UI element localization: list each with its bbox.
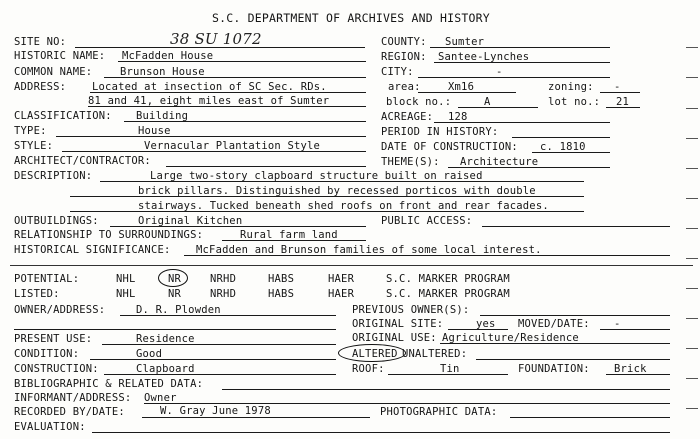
historic-name-value: McFadden House (122, 50, 214, 62)
city-underline (418, 77, 610, 78)
condition-underline (90, 359, 336, 360)
potential-nrhd: NRHD (210, 273, 237, 285)
potential-marker: S.C. MARKER PROGRAM (386, 273, 510, 285)
edge-mark (686, 258, 698, 259)
edge-mark (686, 228, 698, 229)
original-site-value: yes (476, 318, 496, 330)
region-value: Santee-Lynches (438, 51, 530, 63)
recorded-value: W. Gray June 1978 (160, 405, 271, 417)
area-label: area: (388, 81, 421, 93)
section-divider (10, 265, 693, 266)
listed-label: LISTED: (14, 288, 60, 300)
type-value: House (138, 125, 171, 137)
description-line-2: brick pillars. Distinguished by recessed porticos with double (138, 185, 536, 197)
informant-label: INFORMANT/ADDRESS: (14, 392, 132, 404)
listed-nrhd: NRHD (210, 288, 237, 300)
style-value: Vernacular Plantation Style (144, 140, 321, 152)
public-access-underline (482, 226, 670, 227)
edge-mark (686, 408, 698, 409)
description-label: DESCRIPTION: (14, 170, 93, 182)
potential-haer: HAER (328, 273, 355, 285)
owner-label: OWNER/ADDRESS: (14, 304, 106, 316)
listed-haer: HAER (328, 288, 355, 300)
potential-label: POTENTIAL: (14, 273, 80, 285)
edge-mark (686, 318, 698, 319)
address-line-1: Located at insection of SC Sec. RDs. (92, 81, 327, 93)
edge-mark (686, 348, 698, 349)
acreage-label: ACREAGE: (381, 111, 434, 123)
edge-mark (686, 138, 698, 139)
site-no-value: 38 SU 1072 (170, 30, 262, 48)
themes-label: THEME(S): (381, 156, 440, 168)
address-line-2: 81 and 41, eight miles east of Sumter (88, 95, 330, 107)
outbuildings-label: OUTBUILDINGS: (14, 215, 99, 227)
foundation-label: FOUNDATION: (518, 363, 590, 375)
architect-label: ARCHITECT/CONTRACTOR: (14, 155, 151, 167)
date-construction-label: DATE OF CONSTRUCTION: (381, 141, 518, 153)
listed-habs: HABS (268, 288, 295, 300)
condition-label: CONDITION: (14, 348, 80, 360)
bibliographic-label: BIBLIOGRAPHIC & RELATED DATA: (14, 378, 204, 390)
altered-label: ALTERED (352, 348, 398, 360)
bibliographic-underline (222, 389, 670, 390)
relationship-value: Rural farm land (240, 229, 338, 241)
previous-owner-label: PREVIOUS OWNER(S): (352, 304, 470, 316)
moved-date-underline (600, 329, 670, 330)
listed-nr: NR (168, 288, 182, 300)
edge-mark (686, 47, 698, 48)
photographic-label: PHOTOGRAPHIC DATA: (380, 406, 498, 418)
original-site-label: ORIGINAL SITE: (352, 318, 444, 330)
roof-value: Tin (440, 363, 460, 375)
form-title: S.C. DEPARTMENT OF ARCHIVES AND HISTORY (212, 11, 490, 25)
type-underline (56, 136, 366, 137)
edge-mark (686, 77, 698, 78)
area-value: Xm16 (448, 81, 475, 93)
recorded-label: RECORDED BY/DATE: (14, 406, 125, 418)
owner-underline-2 (14, 329, 336, 330)
construction-label: CONSTRUCTION: (14, 363, 99, 375)
lot-label: lot no.: (548, 96, 601, 108)
style-label: STYLE: (14, 140, 54, 152)
zoning-label: zoning: (548, 81, 594, 93)
classification-value: Building (136, 110, 189, 122)
listed-nhl: NHL (116, 288, 136, 300)
present-use-value: Residence (136, 333, 195, 345)
address-label: ADDRESS: (14, 81, 67, 93)
county-value: Sumter (445, 36, 485, 48)
condition-value: Good (136, 348, 163, 360)
informant-value: Owner (144, 392, 177, 404)
recorded-underline (142, 417, 370, 418)
foundation-value: Brick (614, 363, 647, 375)
relationship-label: RELATIONSHIP TO SURROUNDINGS: (14, 229, 204, 241)
evaluation-label: EVALUATION: (14, 421, 86, 433)
city-label: CITY: (381, 66, 414, 78)
original-use-label: ORIGINAL USE: (352, 332, 437, 344)
potential-habs: HABS (268, 273, 295, 285)
construction-value: Clapboard (136, 363, 195, 375)
architect-underline (166, 166, 366, 167)
moved-date-value: - (614, 318, 621, 330)
outbuildings-value: Original Kitchen (138, 215, 243, 227)
edge-mark (686, 168, 698, 169)
photographic-underline (510, 417, 670, 418)
zoning-value: - (614, 81, 621, 93)
unaltered-underline (476, 359, 670, 360)
type-label: TYPE: (14, 125, 47, 137)
potential-nhl: NHL (116, 273, 136, 285)
period-label: PERIOD IN HISTORY: (381, 126, 499, 138)
altered-circle (338, 344, 406, 362)
period-underline (512, 137, 610, 138)
county-label: COUNTY: (381, 36, 427, 48)
evaluation-underline (92, 432, 670, 433)
historical-significance-label: HISTORICAL SIGNIFICANCE: (14, 244, 171, 256)
acreage-value: 128 (448, 111, 468, 123)
city-value: - (496, 66, 503, 78)
listed-marker: S.C. MARKER PROGRAM (386, 288, 510, 300)
site-no-label: SITE NO: (14, 36, 67, 48)
owner-value: D. R. Plowden (136, 304, 221, 316)
description-line-3: stairways. Tucked beneath shed roofs on front and rear facades. (138, 200, 549, 212)
historic-name-label: HISTORIC NAME: (14, 50, 106, 62)
block-underline (458, 107, 538, 108)
edge-mark (686, 198, 698, 199)
unaltered-label: UNALTERED: (402, 348, 468, 360)
potential-nr: NR (168, 273, 182, 285)
original-use-value: Agriculture/Residence (442, 332, 579, 344)
historical-significance-value: McFadden and Brunson families of some local interest. (196, 244, 542, 256)
block-label: block no.: (386, 96, 452, 108)
block-value: A (484, 96, 491, 108)
previous-owner-underline (480, 315, 670, 316)
edge-mark (686, 378, 698, 379)
date-construction-value: c. 1810 (540, 141, 586, 153)
edge-mark (686, 288, 698, 289)
roof-label: ROOF: (352, 363, 385, 375)
moved-date-label: MOVED/DATE: (518, 318, 590, 330)
themes-value: Architecture (460, 156, 539, 168)
classification-label: CLASSIFICATION: (14, 110, 112, 122)
description-line-1: Large two-story clapboard structure built on raised (150, 170, 483, 182)
edge-mark (686, 108, 698, 109)
common-name-label: COMMON NAME: (14, 66, 93, 78)
region-label: REGION: (381, 51, 427, 63)
potential-nr-circle (158, 269, 188, 287)
informant-underline (144, 403, 670, 404)
present-use-label: PRESENT USE: (14, 333, 93, 345)
public-access-label: PUBLIC ACCESS: (381, 215, 473, 227)
common-name-value: Brunson House (120, 66, 205, 78)
lot-value: 21 (616, 96, 630, 108)
